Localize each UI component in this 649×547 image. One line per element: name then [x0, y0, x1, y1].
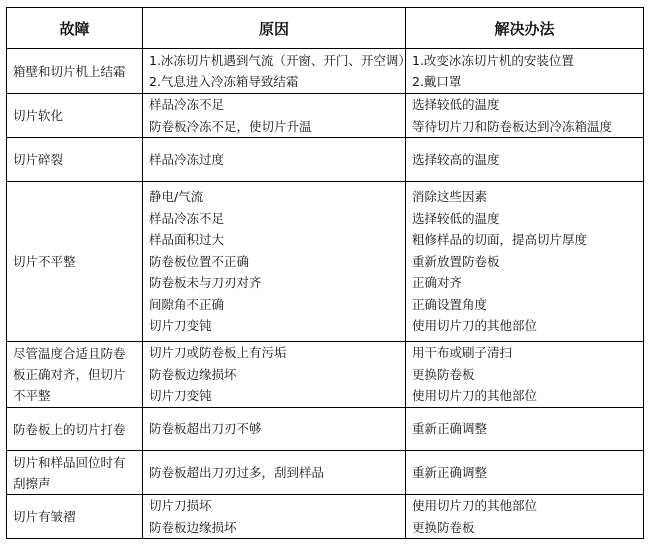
cause-cell [143, 49, 411, 94]
table-row [7, 408, 644, 451]
solution-cell [406, 49, 644, 94]
cause-line: 切片刀损坏 [149, 498, 212, 513]
fault-cell [7, 342, 143, 408]
cause-line: 切片刀变钝 [149, 318, 212, 334]
solution-cell [406, 94, 644, 138]
cause-line: 间隙角不正确 [149, 296, 225, 312]
table-header-row [7, 8, 644, 49]
cause-line: 防卷板边缘损坏 [149, 366, 237, 382]
fault-text: 切片和样品回位时有刮擦声 [13, 454, 126, 491]
cause-line: 防卷板边缘损坏 [149, 519, 237, 535]
cause-cell [143, 408, 406, 451]
fault-text: 切片碎裂 [13, 152, 64, 167]
fault-cell [7, 138, 143, 182]
solution-line: 选择较高的温度 [412, 151, 500, 167]
solution-line: 正确对齐 [412, 275, 463, 291]
table-row [7, 495, 644, 539]
cause-cell [143, 451, 406, 495]
solution-line: 重新正确调整 [412, 464, 488, 480]
solution-line: 消除这些因素 [412, 189, 488, 205]
fault-text: 切片有皱褶 [13, 509, 76, 524]
cause-line: 防卷板超出刀刃过多，刮到样品 [149, 464, 325, 480]
solution-line: 等待切片刀和防卷板达到冷冻箱温度 [412, 118, 613, 134]
table-row [7, 138, 644, 182]
header-cause: 原因 [143, 8, 406, 49]
fault-text: 切片软化 [13, 108, 64, 123]
solution-line: 使用切片刀的其他部位 [412, 388, 538, 404]
solution-line: 更换防卷板 [412, 366, 475, 382]
solution-cell [406, 138, 644, 182]
table-row [7, 49, 644, 94]
fault-cell [7, 49, 143, 94]
cause-cell [143, 182, 406, 342]
solution-line: 用干布或刷子清扫 [412, 345, 513, 361]
solution-line: 粗修样品的切面，提高切片厚度 [412, 232, 588, 248]
cause-cell [143, 342, 406, 408]
cause-line: 切片刀或防卷板上有污垢 [149, 345, 287, 361]
cause-line: 样品冷冻不足 [149, 97, 225, 112]
cause-line: 防卷板未与刀刃对齐 [149, 275, 262, 291]
cause-line: 1.冰冻切片机遇到气流（开窗、开门、开空调） [149, 52, 411, 68]
solution-line: 使用切片刀的其他部位 [412, 498, 538, 513]
cause-line: 静电/气流 [149, 189, 204, 205]
solution-line: 2.戴口罩 [412, 74, 462, 89]
table-row [7, 342, 644, 408]
fault-cell [7, 408, 143, 451]
solution-line: 选择较低的温度 [412, 97, 500, 112]
cause-line: 防卷板冷冻不足，使切片升温 [149, 118, 312, 134]
solution-cell [406, 408, 644, 451]
table-row [7, 451, 644, 495]
fault-cell [7, 495, 143, 539]
table-row [7, 182, 644, 342]
fault-text: 防卷板上的切片打卷 [13, 421, 126, 437]
cause-cell [143, 94, 406, 138]
solution-line: 重新正确调整 [412, 421, 488, 437]
solution-line: 更换防卷板 [412, 519, 475, 535]
solution-line: 重新放置防卷板 [412, 253, 500, 269]
fault-cell [7, 182, 143, 342]
cause-cell [143, 495, 406, 539]
solution-cell [406, 182, 644, 342]
header-fault: 故障 [7, 8, 143, 49]
fault-text: 切片不平整 [13, 254, 76, 269]
cause-line: 样品冷冻过度 [149, 151, 225, 167]
table-row [7, 94, 644, 138]
cause-line: 样品面积过大 [149, 232, 225, 248]
header-solution: 解决办法 [406, 8, 644, 49]
fault-cell [7, 94, 143, 138]
solution-line: 使用切片刀的其他部位 [412, 318, 538, 334]
cause-line: 样品冷冻不足 [149, 210, 225, 226]
solution-cell [406, 342, 644, 408]
solution-line: 正确设置角度 [412, 296, 488, 312]
solution-line: 1.改变冰冻切片机的安装位置 [412, 52, 574, 68]
fault-text: 箱壁和切片机上结霜 [13, 63, 126, 79]
troubleshooting-table [6, 7, 644, 539]
cause-cell [143, 138, 406, 182]
fault-cell [7, 451, 143, 495]
solution-cell [406, 451, 644, 495]
cause-line: 2.气息进入冷冻箱导致结霜 [149, 74, 299, 89]
fault-text: 尽管温度合适且防卷板正确对齐，但切片不平整 [13, 346, 126, 403]
solution-cell [406, 495, 644, 539]
cause-line: 防卷板超出刀刃不够 [149, 421, 262, 437]
cause-line: 防卷板位置不正确 [149, 253, 250, 269]
cause-line: 切片刀变钝 [149, 388, 212, 404]
solution-line: 选择较低的温度 [412, 210, 500, 226]
